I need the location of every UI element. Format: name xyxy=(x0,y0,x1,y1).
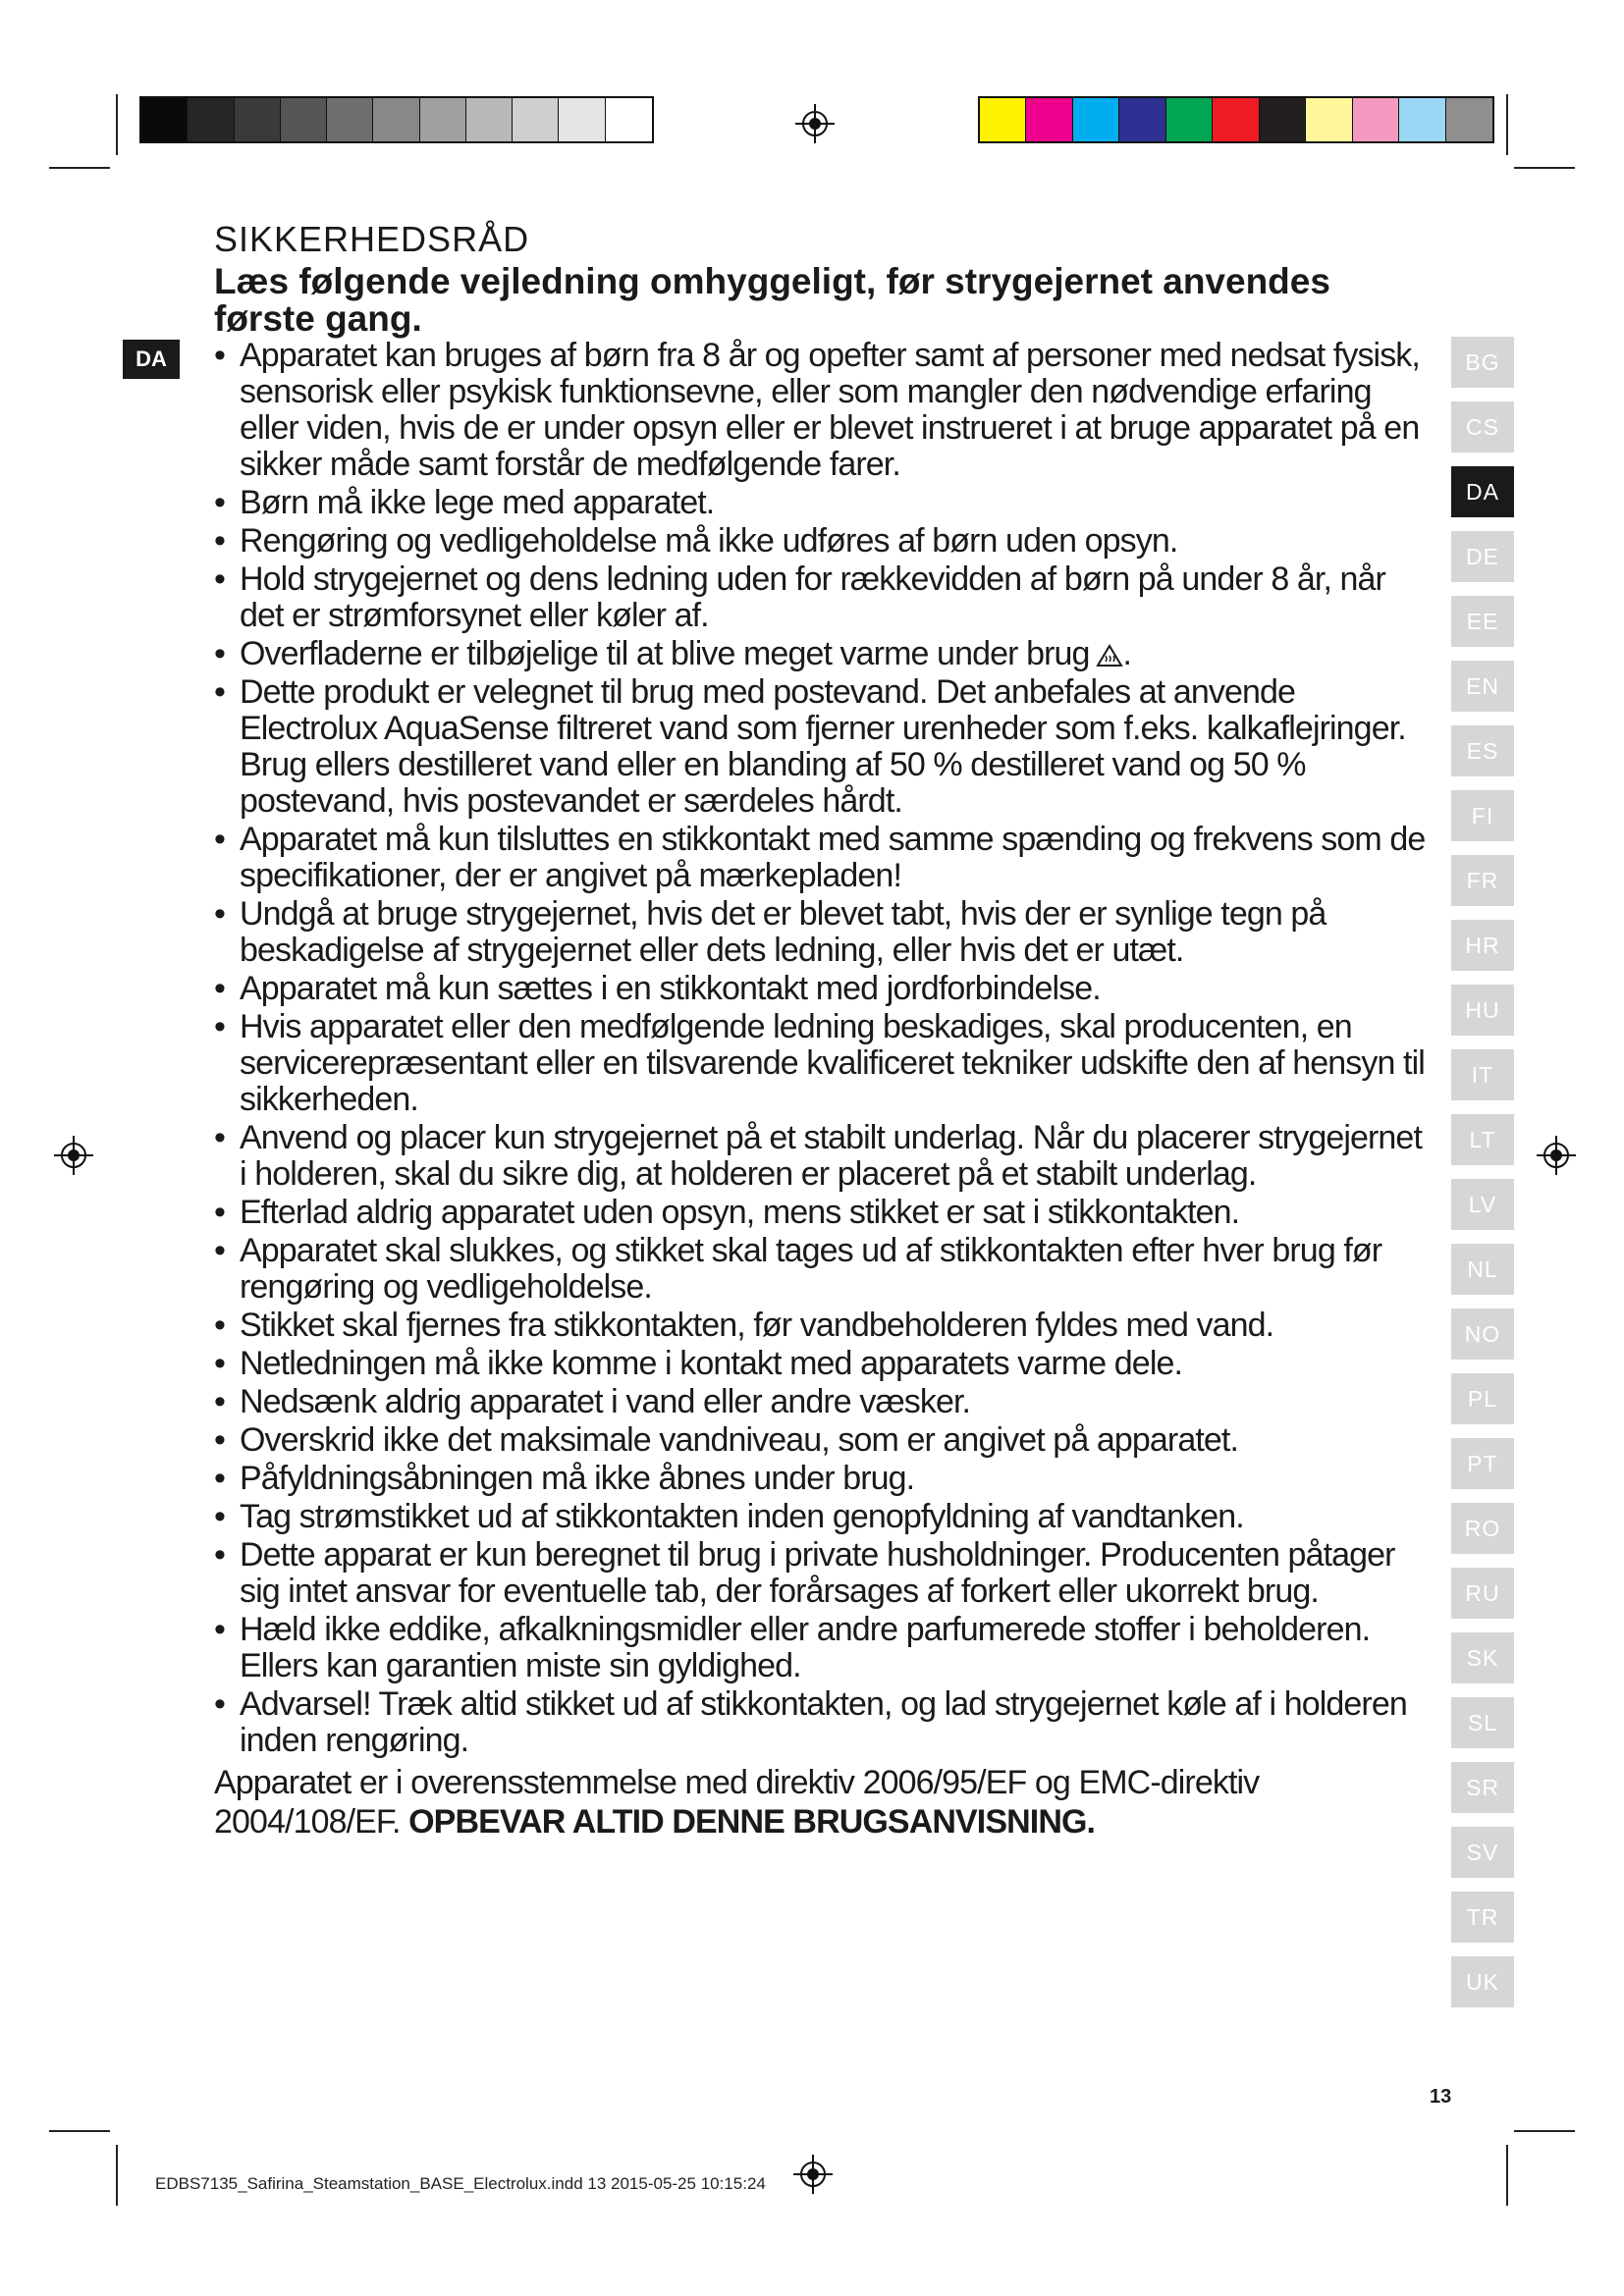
list-item-text: Undgå at bruge strygejernet, hvis det er blevet tabt, hvis der er synlige tegn på beskadigelse af strygejernet eller dets ledning, eller hvis det er utæt. xyxy=(240,895,1326,969)
list-item-text: Apparatet kan bruges af børn fra 8 år og opefter samt af personer med nedsat fysisk, sensorisk eller psykisk funktionsevne, eller som mangler den nødvendige erfaring eller viden, hvis de er under opsyn eller er blevet instrueret i at bruge apparatet på en sikker måde samt forstår de medfølgende farer. xyxy=(240,337,1420,483)
list-item xyxy=(214,674,1432,820)
list-item-text: Apparatet skal slukkes, og stikket skal tages ud af stikkontakten efter hver brug før rengøring og vedligeholdelse. xyxy=(240,1232,1382,1306)
grayscale-calibration-bar xyxy=(139,96,654,143)
language-tab-hr: HR xyxy=(1451,920,1514,971)
language-tab-lv: LV xyxy=(1451,1179,1514,1230)
list-item xyxy=(214,1422,1432,1459)
color-swatch xyxy=(1399,98,1445,141)
list-item xyxy=(214,1499,1432,1535)
gray-swatch xyxy=(559,98,605,141)
language-tab-sl: SL xyxy=(1451,1697,1514,1748)
list-item-text: Nedsænk aldrig apparatet i vand eller andre væsker. xyxy=(240,1383,971,1420)
language-tab-ru: RU xyxy=(1451,1568,1514,1619)
crop-mark xyxy=(49,2130,110,2132)
list-item-text: Anvend og placer kun strygejernet på et stabilt underlag. Når du placerer strygejernet i holderen, skal du sikre dig, at holderen er placeret på et stabilt underlag. xyxy=(240,1119,1422,1193)
registration-mark-icon xyxy=(793,2155,833,2194)
closing-statement xyxy=(214,1763,1432,1842)
list-item-text: Efterlad aldrig apparatet uden opsyn, mens stikket er sat i stikkontakten. xyxy=(240,1194,1240,1231)
list-item xyxy=(214,1384,1432,1420)
gray-swatch xyxy=(235,98,281,141)
language-tab-no: NO xyxy=(1451,1308,1514,1360)
registration-mark-icon xyxy=(795,104,835,143)
color-calibration-bar xyxy=(978,96,1494,143)
color-swatch xyxy=(1213,98,1259,141)
list-item xyxy=(214,1009,1432,1118)
list-item xyxy=(214,1308,1432,1344)
list-item-text: Netledningen må ikke komme i kontakt med apparatets varme dele. xyxy=(240,1345,1183,1382)
color-swatch xyxy=(1166,98,1213,141)
list-item-text: Påfyldningsåbningen må ikke åbnes under brug. xyxy=(240,1460,915,1497)
list-item xyxy=(214,822,1432,894)
language-tab-sr: SR xyxy=(1451,1762,1514,1813)
list-item xyxy=(214,1346,1432,1382)
language-tab-it: IT xyxy=(1451,1049,1514,1100)
color-swatch xyxy=(1306,98,1352,141)
gray-swatch xyxy=(513,98,559,141)
language-tab-sk: SK xyxy=(1451,1632,1514,1683)
list-item xyxy=(214,971,1432,1007)
crop-mark xyxy=(116,2145,118,2206)
color-swatch xyxy=(1026,98,1072,141)
list-item xyxy=(214,1537,1432,1610)
list-item xyxy=(214,1120,1432,1193)
list-item-text: Børn må ikke lege med apparatet. xyxy=(240,484,715,521)
list-item-text: Stikket skal fjernes fra stikkontakten, før vandbeholderen fyldes med vand. xyxy=(240,1307,1274,1344)
safety-list xyxy=(214,338,1432,1759)
crop-mark xyxy=(49,167,110,169)
safety-instructions xyxy=(214,218,1432,1842)
color-swatch xyxy=(1260,98,1306,141)
language-tab-ro: RO xyxy=(1451,1503,1514,1554)
language-tab-lt: LT xyxy=(1451,1114,1514,1165)
language-tab-tr: TR xyxy=(1451,1892,1514,1943)
language-tab-pt: PT xyxy=(1451,1438,1514,1489)
list-item-text: Apparatet må kun tilsluttes en stikkontakt med samme spænding og frekvens som de specifikationer, der er angivet på mærkepladen! xyxy=(240,821,1426,894)
gray-swatch xyxy=(141,98,188,141)
crop-mark xyxy=(1514,2130,1575,2132)
hot-surface-warning-icon xyxy=(1096,644,1123,667)
language-tab-en: EN xyxy=(1451,661,1514,712)
list-item-text: Hold strygejernet og dens ledning uden for rækkevidden af børn på under 8 år, når det er strømforsynet eller køler af. xyxy=(240,561,1385,634)
language-tabs xyxy=(1451,337,1514,2021)
list-item-text: Dette apparat er kun beregnet til brug i private husholdninger. Producenten påtager sig intet ansvar for eventuelle tab, der forårsages af forkert eller ukorrekt brug. xyxy=(240,1536,1395,1610)
list-item xyxy=(214,338,1432,483)
list-item xyxy=(214,1612,1432,1684)
language-tab-de: DE xyxy=(1451,531,1514,582)
list-item xyxy=(214,1461,1432,1497)
list-item xyxy=(214,1233,1432,1306)
list-item xyxy=(214,896,1432,969)
gray-swatch xyxy=(188,98,234,141)
list-item-text: Hæld ikke eddike, afkalkningsmidler eller andre parfumerede stoffer i beholderen. Ellers kan garantien miste sin gyldighed. xyxy=(240,1611,1371,1684)
language-tab-ee: EE xyxy=(1451,596,1514,647)
gray-swatch xyxy=(420,98,466,141)
crop-mark xyxy=(1506,2145,1508,2206)
gray-swatch xyxy=(466,98,513,141)
list-item-text: Advarsel! Træk altid stikket ud af stikkontakten, og lad strygejernet køle af i holderen inden rengøring. xyxy=(240,1685,1407,1759)
page-title: SIKKERHEDSRÅD xyxy=(214,219,530,259)
crop-mark xyxy=(1506,94,1508,155)
keep-manual-notice: OPBEVAR ALTID DENNE BRUGSANVISNING. xyxy=(408,1803,1096,1841)
gray-swatch xyxy=(281,98,327,141)
language-tab-cs: CS xyxy=(1451,401,1514,453)
list-item xyxy=(214,1195,1432,1231)
list-item xyxy=(214,485,1432,521)
gray-swatch xyxy=(606,98,652,141)
list-item-text: Rengøring og vedligeholdelse må ikke udføres af børn uden opsyn. xyxy=(240,522,1178,560)
color-swatch xyxy=(1446,98,1492,141)
list-item xyxy=(214,561,1432,634)
color-swatch xyxy=(1073,98,1119,141)
crop-mark xyxy=(116,94,118,155)
language-tab-nl: NL xyxy=(1451,1244,1514,1295)
crop-mark xyxy=(1514,167,1575,169)
list-item-text: Hvis apparatet eller den medfølgende ledning beskadiges, skal producenten, en servicerepræsentant eller en tilsvarende kvalificeret tekniker udskifte den af hensyn til sikkerheden. xyxy=(240,1008,1425,1118)
list-item-text: Apparatet må kun sættes i en stikkontakt med jordforbindelse. xyxy=(240,970,1101,1007)
language-tab-bg: BG xyxy=(1451,337,1514,388)
language-tab-uk: UK xyxy=(1451,1956,1514,2007)
list-item-text: Overskrid ikke det maksimale vandniveau, som er angivet på apparatet. xyxy=(240,1421,1238,1459)
gray-swatch xyxy=(373,98,419,141)
print-slug: EDBS7135_Safirina_Steamstation_BASE_Electrolux.indd 13 2015-05-25 10:15:24 xyxy=(155,2174,766,2193)
page-subtitle: Læs følgende vejledning omhyggeligt, før strygejernet anvendes første gang. xyxy=(214,261,1330,339)
language-tab-fi: FI xyxy=(1451,790,1514,841)
gray-swatch xyxy=(327,98,373,141)
registration-mark-icon xyxy=(1537,1136,1576,1175)
list-item xyxy=(214,1686,1432,1759)
list-item-text: Dette produkt er velegnet til brug med postevand. Det anbefales at anvende Electrolux AquaSense filtreret vand som fjerner urenheder som f.eks. kalkaflejringer. Brug ellers destilleret vand eller en blanding af 50 % destilleret vand og 50 % postevand, hvis postevandet er særdeles hårdt. xyxy=(240,673,1406,820)
page-number: 13 xyxy=(1430,2086,1452,2108)
language-tab-fr: FR xyxy=(1451,855,1514,906)
list-item-text: Tag strømstikket ud af stikkontakten inden genopfyldning af vandtanken. xyxy=(240,1498,1244,1535)
color-swatch xyxy=(1119,98,1165,141)
current-language-label: DA xyxy=(135,347,167,371)
language-tab-da: DA xyxy=(1451,466,1514,517)
list-item-text: Overfladerne er tilbøjelige til at blive meget varme under brug xyxy=(240,635,1090,672)
list-item xyxy=(214,523,1432,560)
current-language-tab xyxy=(123,340,180,379)
list-item-suffix: . xyxy=(1122,635,1132,672)
language-tab-sv: SV xyxy=(1451,1827,1514,1878)
language-tab-es: ES xyxy=(1451,725,1514,776)
language-tab-pl: PL xyxy=(1451,1373,1514,1424)
color-swatch xyxy=(980,98,1026,141)
language-tab-hu: HU xyxy=(1451,985,1514,1036)
list-item xyxy=(214,636,1432,672)
compliance-text: Apparatet er i overensstemmelse med direktiv 2006/95/EF og EMC-direktiv 2004/108/EF. xyxy=(214,1764,1260,1841)
color-swatch xyxy=(1353,98,1399,141)
registration-mark-icon xyxy=(54,1136,93,1175)
